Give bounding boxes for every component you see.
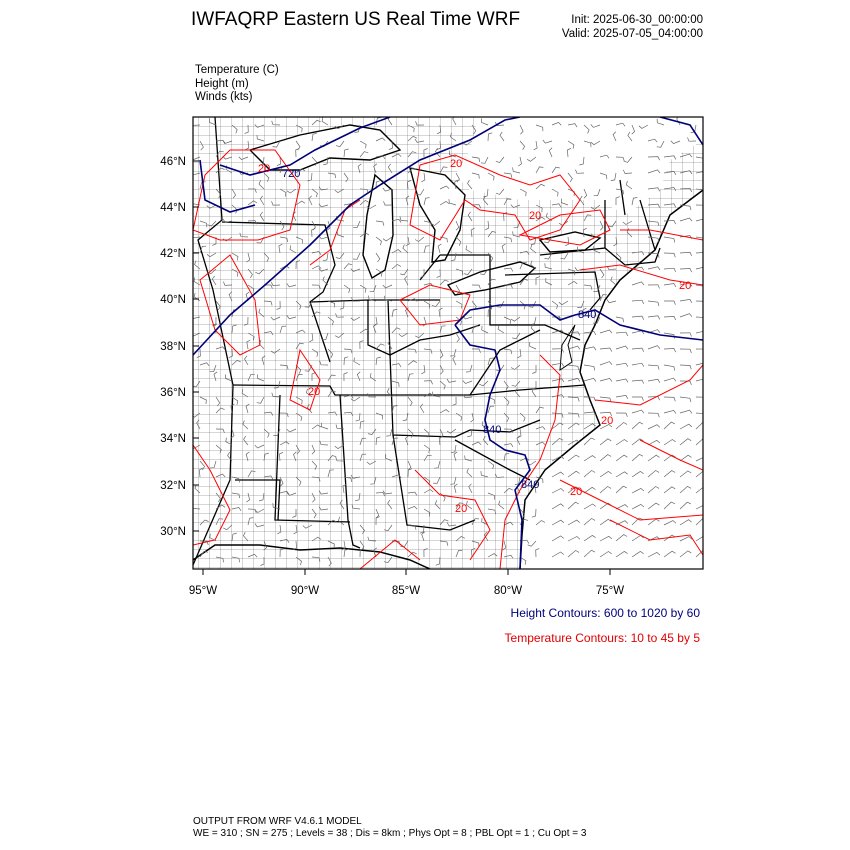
- lat-label: 34°N: [160, 433, 186, 445]
- temperature-label: 20: [679, 280, 692, 292]
- valid-time: Valid: 2025-07-05_04:00:00: [561, 28, 703, 40]
- temperature-contour-legend: Temperature Contours: 10 to 45 by 5: [504, 631, 700, 645]
- field-temperature: Temperature (C): [195, 64, 279, 76]
- lat-label: 30°N: [160, 526, 186, 538]
- temperature-label: 20: [308, 386, 321, 398]
- lat-label: 38°N: [160, 341, 186, 353]
- temperature-label: 20: [570, 486, 583, 498]
- lat-label: 46°N: [160, 156, 186, 168]
- temperature-label: 20: [258, 163, 271, 175]
- lat-label: 42°N: [160, 248, 186, 260]
- model-config: WE = 310 ; SN = 275 ; Levels = 38 ; Dis = 8km ; Phys Opt = 8 ; PBL Opt = 1 ; Cu Opt = 3: [193, 828, 587, 839]
- height-contour-legend: Height Contours: 600 to 1020 by 60: [510, 606, 700, 620]
- temperature-label: 20: [450, 158, 463, 170]
- latitude-labels: [160, 156, 186, 538]
- model-info: [193, 816, 586, 840]
- height-label: 720: [282, 168, 301, 180]
- plot-title: IWFAQRP Eastern US Real Time WRF: [191, 9, 521, 30]
- temperature-label: 20: [455, 503, 468, 515]
- lon-label: 95°W: [188, 585, 218, 597]
- lon-label: 90°W: [290, 585, 320, 597]
- temperature-label: 20: [601, 415, 614, 427]
- field-winds: Winds (kts): [195, 91, 253, 103]
- model-version: OUTPUT FROM WRF V4.6.1 MODEL: [193, 816, 362, 827]
- lat-label: 40°N: [160, 294, 186, 306]
- lon-label: 75°W: [595, 585, 625, 597]
- longitude-labels: [189, 585, 624, 597]
- height-label: 840: [578, 309, 597, 321]
- field-height: Height (m): [195, 77, 249, 90]
- lat-label: 44°N: [160, 202, 186, 214]
- temperature-label: 20: [529, 210, 542, 222]
- height-label: 840: [521, 479, 540, 491]
- height-label: 840: [483, 424, 502, 436]
- lon-label: 85°W: [391, 585, 421, 597]
- lon-label: 80°W: [493, 585, 523, 597]
- lat-label: 32°N: [160, 480, 186, 492]
- lat-label: 36°N: [160, 387, 186, 399]
- init-time: Init: 2025-06-30_00:00:00: [571, 14, 703, 26]
